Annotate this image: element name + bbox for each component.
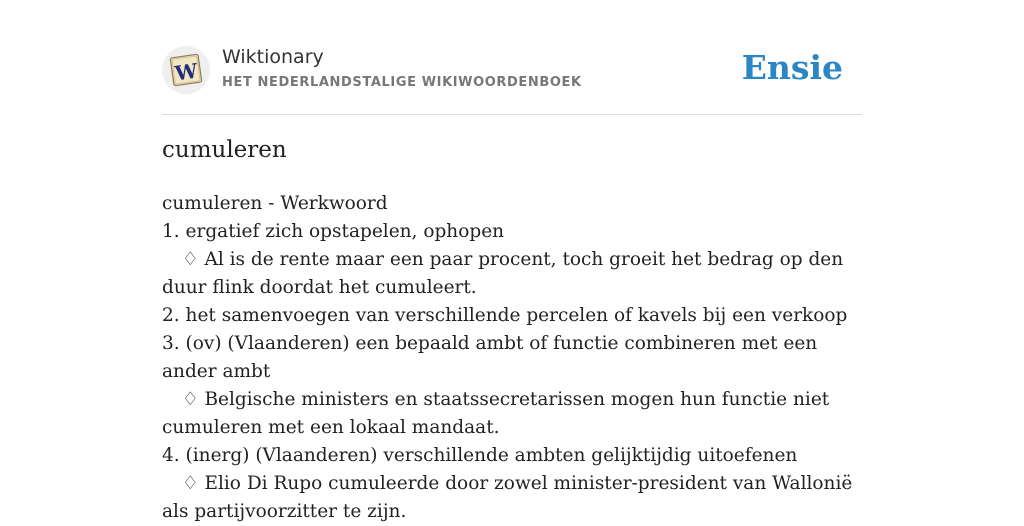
wiktionary-logo[interactable] [162,46,210,94]
logo-tile-icon [162,46,210,94]
site-tagline: HET NEDERLANDSTALIGE WIKIWOORDENBOEK [222,75,582,90]
definition-1: 1. ergatief zich opstapelen, ophopen [162,221,505,242]
site-header [162,0,862,115]
entry-content [162,190,862,526]
example-1: ♢ Al is de rente maar een paar procent, toch groeit het bedrag op den duur flink doordat het cumuleert. [162,249,844,298]
logo-letter: W [173,58,200,86]
page-title: cumuleren [162,137,287,163]
page-container [162,0,862,522]
example-3: ♢ Belgische ministers en staatssecretarissen mogen hun functie niet cumuleren met een lokaal mandaat. [162,389,830,438]
definition-2: 2. het samenvoegen van verschillende percelen of kavels bij een verkoop [162,305,848,326]
example-4: ♢ Elio Di Rupo cumuleerde door zowel minister-president van Wallonië als partijvoorzitter te zijn. [162,473,853,522]
definition-4: 4. (inerg) (Vlaanderen) verschillende ambten gelijktijdig uitoefenen [162,445,798,466]
site-name[interactable]: Wiktionary [222,46,324,68]
ensie-brand-logo[interactable]: Ensie [741,48,843,87]
entry-heading: cumuleren - Werkwoord [162,193,388,214]
definition-3: 3. (ov) (Vlaanderen) een bepaald ambt of functie combineren met een ander ambt [162,333,818,382]
